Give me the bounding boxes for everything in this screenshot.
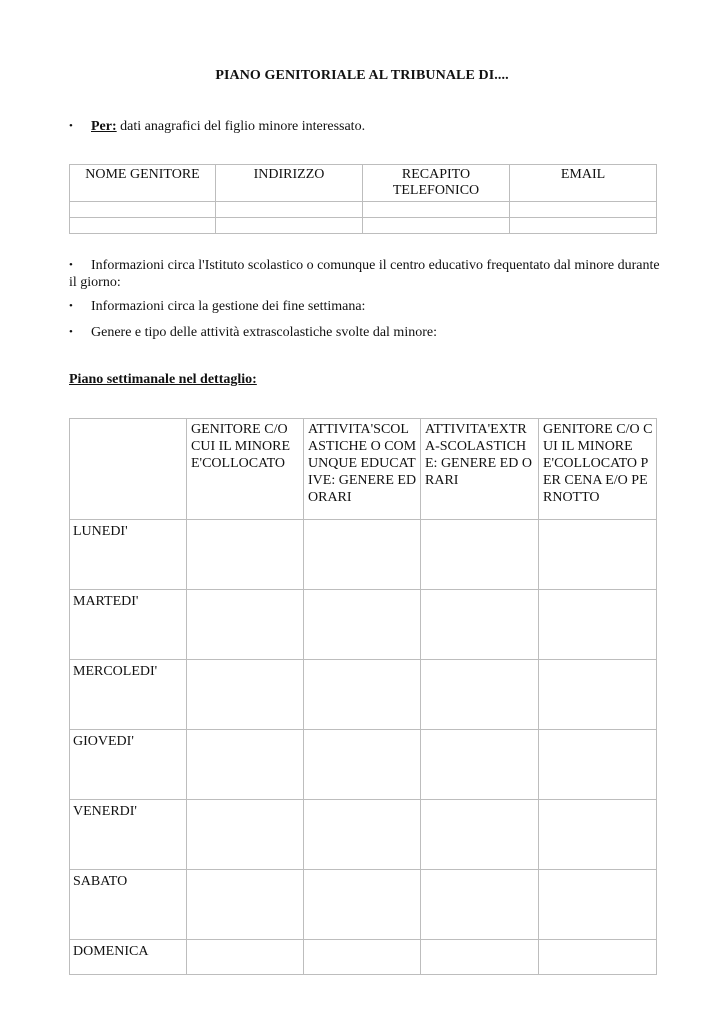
- table-cell[interactable]: [187, 590, 304, 660]
- header-nome-genitore: NOME GENITORE: [70, 165, 216, 202]
- table-cell[interactable]: [539, 520, 657, 590]
- table-cell[interactable]: [539, 590, 657, 660]
- table-row: [70, 202, 657, 218]
- weekly-section-title: Piano settimanale nel dettaglio:: [69, 372, 257, 387]
- table-cell[interactable]: [421, 520, 539, 590]
- bullet-icon: •: [69, 300, 73, 312]
- table-cell[interactable]: [304, 870, 421, 940]
- table-row: [70, 940, 657, 975]
- info-bullet-extracurricular: [69, 324, 669, 341]
- table-cell[interactable]: [304, 730, 421, 800]
- day-label: DOMENICA: [70, 940, 187, 975]
- header-recapito-telefonico: RECAPITO TELEFONICO: [363, 165, 510, 202]
- table-header-row: [70, 419, 657, 520]
- table-row: [70, 660, 657, 730]
- table-cell[interactable]: [304, 660, 421, 730]
- info-bullet-text: Genere e tipo delle attività extrascolastiche svolte dal minore:: [91, 325, 437, 340]
- info-bullet-weekends: [69, 298, 669, 315]
- table-row: [70, 218, 657, 234]
- table-cell[interactable]: [187, 940, 304, 975]
- header-attivita-extrascolastiche: ATTIVITA'EXTRA-SCOLASTICHE: GENERE ED ORARI: [421, 419, 539, 520]
- table-cell[interactable]: [421, 660, 539, 730]
- bullet-icon: •: [69, 120, 73, 132]
- table-header-row: [70, 165, 657, 202]
- table-cell[interactable]: [187, 870, 304, 940]
- table-cell[interactable]: [187, 520, 304, 590]
- table-row: [70, 730, 657, 800]
- table-cell[interactable]: [216, 218, 363, 234]
- table-cell[interactable]: [421, 800, 539, 870]
- day-label: MERCOLEDI': [70, 660, 187, 730]
- bullet-icon: •: [69, 259, 73, 271]
- table-cell[interactable]: [363, 218, 510, 234]
- table-cell[interactable]: [304, 520, 421, 590]
- table-cell[interactable]: [421, 870, 539, 940]
- per-text: dati anagrafici del figlio minore interessato.: [116, 119, 366, 134]
- day-label: VENERDI': [70, 800, 187, 870]
- contacts-table: [69, 164, 657, 234]
- table-cell[interactable]: [363, 202, 510, 218]
- table-cell[interactable]: [421, 730, 539, 800]
- table-cell[interactable]: [539, 940, 657, 975]
- table-cell[interactable]: [187, 800, 304, 870]
- table-cell[interactable]: [539, 660, 657, 730]
- table-cell[interactable]: [187, 660, 304, 730]
- table-cell[interactable]: [539, 870, 657, 940]
- per-line: [69, 118, 669, 135]
- table-cell[interactable]: [510, 202, 657, 218]
- weekly-plan-table: [69, 418, 657, 975]
- header-genitore-cena-pernotto: GENITORE C/O CUI IL MINORE E'COLLOCATO PER CENA E/O PERNOTTO: [539, 419, 657, 520]
- info-bullet-text: Informazioni circa l'Istituto scolastico o comunque il centro educativo frequentato dal minore durante il giorno:: [69, 258, 660, 290]
- header-email: EMAIL: [510, 165, 657, 202]
- day-label: GIOVEDI': [70, 730, 187, 800]
- header-genitore-collocato: GENITORE C/O CUI IL MINORE E'COLLOCATO: [187, 419, 304, 520]
- day-label: LUNEDI': [70, 520, 187, 590]
- document-title: PIANO GENITORIALE AL TRIBUNALE DI....: [215, 68, 509, 83]
- bullet-icon: •: [69, 326, 73, 338]
- table-cell[interactable]: [216, 202, 363, 218]
- table-cell[interactable]: [510, 218, 657, 234]
- table-cell[interactable]: [539, 730, 657, 800]
- info-bullet-text: Informazioni circa la gestione dei fine settimana:: [91, 299, 366, 314]
- table-row: [70, 520, 657, 590]
- header-attivita-scolastiche: ATTIVITA'SCOLASTICHE O COMUNQUE EDUCATIVE: GENERE ED ORARI: [304, 419, 421, 520]
- table-row: [70, 870, 657, 940]
- table-cell[interactable]: [539, 800, 657, 870]
- table-cell[interactable]: [421, 590, 539, 660]
- header-corner: [70, 419, 187, 520]
- header-indirizzo: INDIRIZZO: [216, 165, 363, 202]
- table-cell[interactable]: [304, 800, 421, 870]
- per-label: Per:: [91, 119, 117, 134]
- table-cell[interactable]: [304, 590, 421, 660]
- day-label: MARTEDI': [70, 590, 187, 660]
- table-cell[interactable]: [70, 202, 216, 218]
- table-row: [70, 800, 657, 870]
- table-cell[interactable]: [70, 218, 216, 234]
- info-bullet-school: [69, 257, 669, 291]
- table-row: [70, 590, 657, 660]
- table-cell[interactable]: [304, 940, 421, 975]
- table-cell[interactable]: [187, 730, 304, 800]
- day-label: SABATO: [70, 870, 187, 940]
- table-cell[interactable]: [421, 940, 539, 975]
